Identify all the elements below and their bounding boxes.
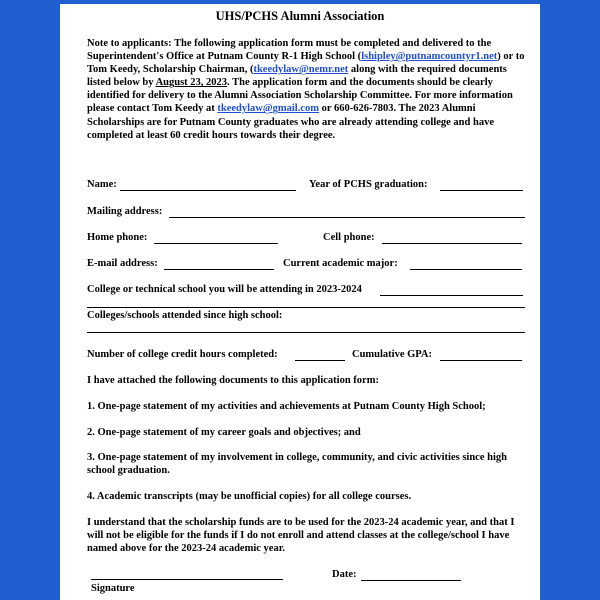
document-item: 4. Academic transcripts (may be unofficial copies) for all college courses. [87, 491, 412, 502]
deadline-date: August 23, 2023 [155, 77, 228, 89]
schools-field[interactable] [87, 332, 525, 333]
attached-documents-intro: I have attached the following documents to this application form: [87, 375, 379, 386]
date-field[interactable] [361, 580, 461, 581]
signature-label: Signature [91, 583, 135, 594]
schools-label: Colleges/schools attended since high school: [87, 310, 283, 321]
college-field-continued[interactable] [87, 307, 525, 308]
major-label: Current academic major: [283, 258, 398, 269]
major-field[interactable] [410, 269, 522, 270]
document-item: 2. One-page statement of my career goals and objectives; and [87, 427, 361, 438]
gpa-field[interactable] [440, 360, 522, 361]
name-field[interactable] [120, 190, 296, 191]
mailing-address-label: Mailing address: [87, 206, 163, 217]
gpa-label: Cumulative GPA: [352, 349, 433, 360]
application-form-page [60, 4, 540, 600]
home-phone-field[interactable] [154, 243, 278, 244]
mailing-address-field[interactable] [169, 217, 525, 218]
email-label: E-mail address: [87, 258, 158, 269]
email-link-tkeedylaw-gmail[interactable]: tkeedylaw@gmail.com [217, 103, 320, 115]
email-link-tkeedylaw-nemr[interactable]: tkeedylaw@nemr.net [253, 64, 349, 76]
document-item: 3. One-page statement of my involvement in college, community, and civic activities since high school graduation. [87, 452, 507, 476]
form-title: UHS/PCHS Alumni Association [215, 9, 385, 23]
college-field[interactable] [380, 295, 523, 296]
credit-hours-label: Number of college credit hours completed: [87, 349, 278, 360]
signature-field[interactable] [91, 579, 283, 580]
name-label: Name: [87, 179, 117, 190]
date-label: Date: [332, 569, 357, 580]
college-label: College or technical school you will be attending in 2023-2024 [87, 284, 362, 295]
credit-hours-field[interactable] [295, 360, 345, 361]
document-item: 1. One-page statement of my activities and achievements at Putnam County High School; [87, 401, 486, 412]
grad-year-field[interactable] [440, 190, 523, 191]
email-field[interactable] [164, 269, 274, 270]
cell-phone-label: Cell phone: [323, 232, 375, 243]
home-phone-label: Home phone: [87, 232, 148, 243]
cell-phone-field[interactable] [382, 243, 522, 244]
grad-year-label: Year of PCHS graduation: [309, 179, 428, 190]
understanding-statement: I understand that the scholarship funds are to be used for the 2023-24 academic year, and that I will not be eligible for the funds if I do not enroll and attend classes at the college/school I have named above for the 2023-24 academic year. [87, 517, 515, 554]
email-link-lshipley[interactable]: lshipley@putnamcountyr1.net [361, 51, 498, 63]
note-to-applicants: Note to applicants: The following application form must be completed and delivered to the Superintendent's Office at Putnam County R-1 High School (lshipley@putnamcountyr1.net) or to Tom Keedy, Scholarship Chairman, (tkeedylaw@nemr.net along with the required documents listed below by August 23, 2023. The application form and the documents should be clearly identified for delivery to the Alumni Association Scholarship Committee. For more information please contact Tom Keedy at tkeedylaw@gmail.com or 660-626-7803. The 2023 Alumni Scholarships are for Putnam County graduates who are already attending college and have completed at least 60 credit hours towards their degree. [87, 38, 525, 141]
